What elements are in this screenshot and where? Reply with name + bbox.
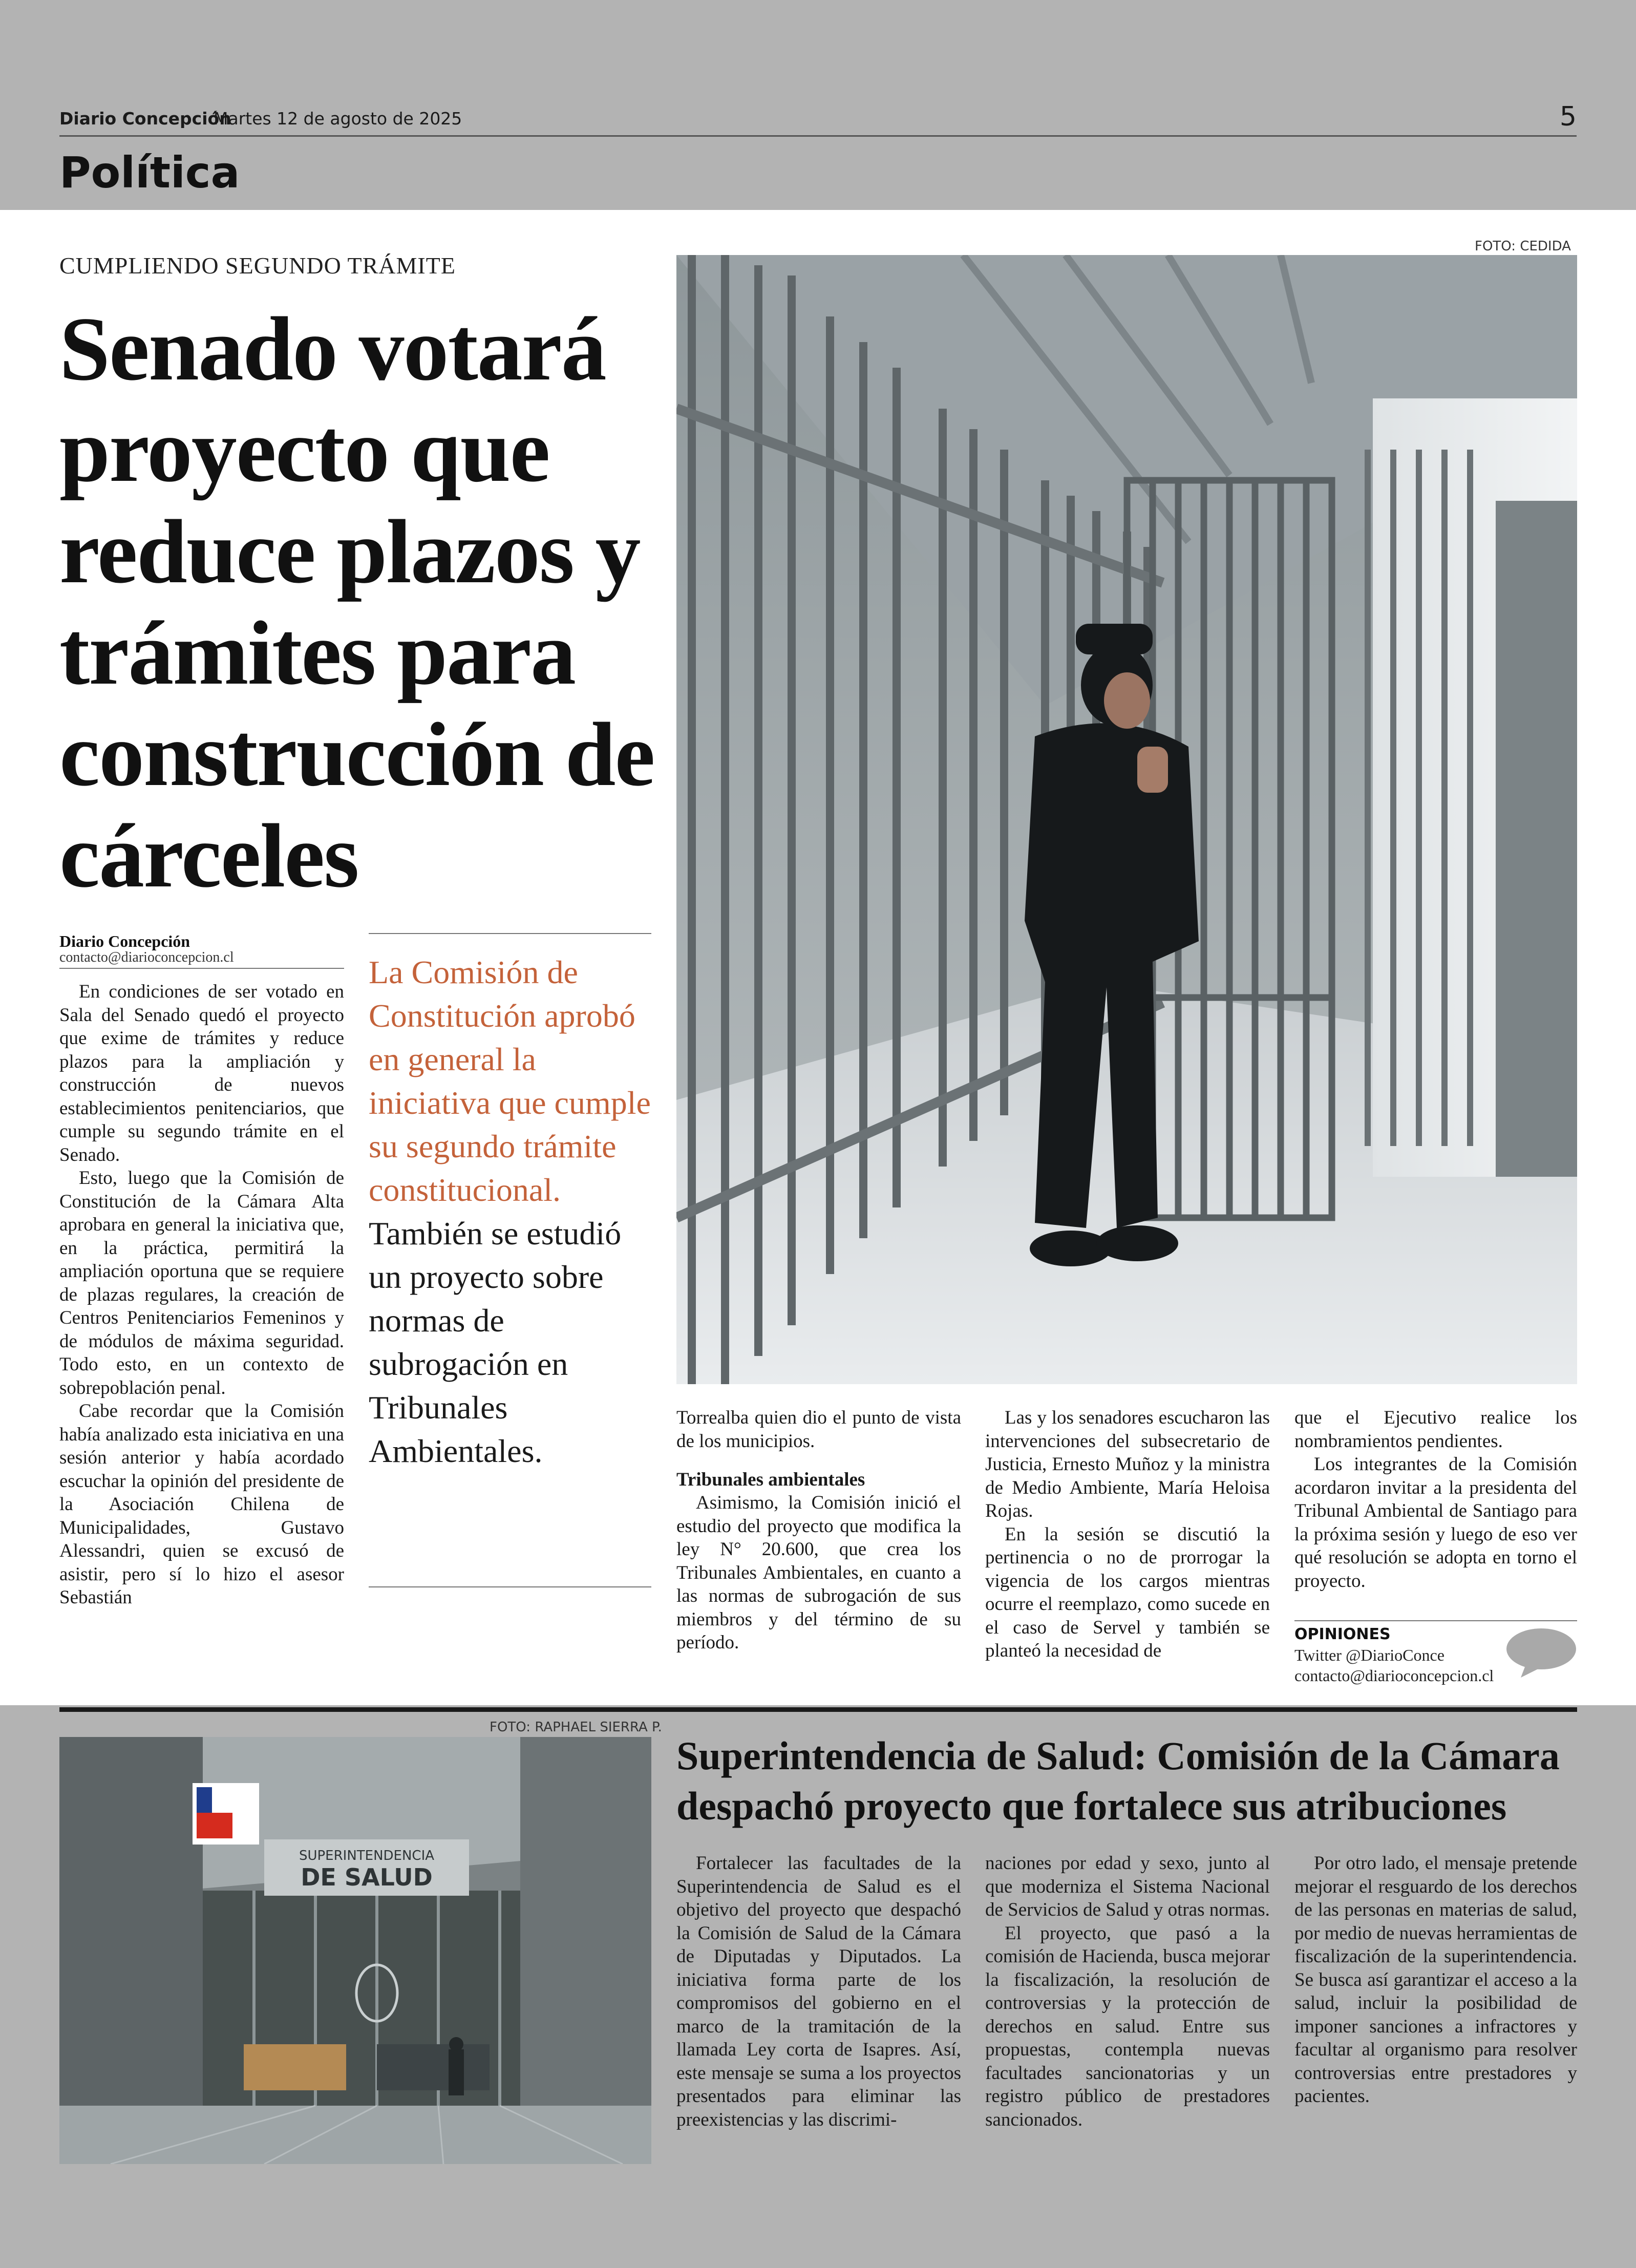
body-paragraph: Fortalecer las facultades de la Superintendencia de Salud es el objetivo del proyecto que despachó la Comisión de Salud de la Cámara de Diputadas y Diputados. La iniciativa forma parte de los compromisos del gobierno en el marco de la tramitación de la llamada Ley corta de Isapres. Así, este mensaje se suma a los proyectos presentados para eliminar las preexistencias y las discrimi- — [676, 1853, 961, 2130]
headline-bold: Senado votará proyecto — [59, 298, 606, 501]
pullquote-text: También se estudió un proyecto sobre normas de subrogación en Tribunales Ambientales. — [369, 1215, 622, 1469]
article-column-4 — [1294, 1406, 1577, 1593]
speech-bubble-icon — [1505, 1627, 1577, 1681]
sign-line-1: SUPERINTENDENCIA — [299, 1848, 435, 1863]
pullquote-divider-top — [369, 933, 651, 934]
article-kicker: CUMPLIENDO SEGUNDO TRÁMITE — [59, 252, 456, 279]
photo-credit: FOTO: RAPHAEL SIERRA P. — [490, 1720, 662, 1735]
building-entrance-illustration — [59, 1737, 651, 2164]
superintendencia-building-photo — [59, 1737, 651, 2164]
pullquote — [369, 950, 651, 1473]
body-paragraph: Cabe recordar que la Comisión había analizado esta iniciativa en una sesión anterior y había acordado escuchar la opinión del presidente de la Asociación Chilena de Municipalidades, Gustavo Alessandri, quien se excusó de asistir, pero sí lo hizo el asesor Sebastián — [59, 1401, 344, 1608]
opinions-label: OPINIONES — [1294, 1625, 1391, 1643]
header-divider — [59, 135, 1577, 137]
pullquote-highlight: La Comisión de Constitución aprobó en general la iniciativa que cumple su segundo trámite constitucional. — [369, 954, 651, 1208]
byline-email: contacto@diarioconcepcion.cl — [59, 949, 234, 965]
opinions-divider — [1294, 1620, 1577, 1621]
body-paragraph: Por otro lado, el mensaje pretende mejorar el resguardo de los derechos de las personas en materias de salud, por medio de nuevas herramientas de fiscalización de la superintendencia. Se busca así garantizar el acceso a la salud, incluir la posibilidad de imponer sanciones a infractores y facultar al organismo para resolver controversias entre prestadores y pacientes. — [1294, 1853, 1577, 2107]
byline-author: Diario Concepción — [59, 932, 190, 950]
opinions-email: contacto@diarioconcepcion.cl — [1294, 1666, 1494, 1685]
page-number: 5 — [1559, 101, 1577, 132]
headline-rest: que reduce plazos y trámites para construcción de cárceles — [59, 399, 654, 906]
article-column-3 — [985, 1406, 1270, 1663]
article-column-2 — [676, 1406, 961, 1655]
article-column-1 — [59, 980, 344, 1609]
body-paragraph: Esto, luego que la Comisión de Constitución de la Cámara Alta aprobara en general la iniciativa que, en la práctica, permitirá la ampliación oportuna que se requiere de plazas regulares, la creación de Centros Penitenciarios Femeninos y de módulos de máxima seguridad. Todo esto, en un contexto de sobrepoblación penal. — [59, 1168, 344, 1398]
secondary-article-divider — [59, 1707, 1577, 1712]
secondary-column-1 — [676, 1852, 961, 2131]
section-title: Política — [59, 147, 240, 198]
photo-credit: FOTO: CEDIDA — [1475, 239, 1571, 254]
byline-divider — [59, 968, 344, 969]
body-paragraph: Los integrantes de la Comisión acordaron invitar a la presidenta del Tribunal Ambiental de Santiago para la próxima sesión y luego de eso ver qué resolución se adopta en torno el proyecto. — [1294, 1454, 1577, 1592]
pullquote-divider-bottom — [369, 1586, 651, 1587]
body-paragraph: Torrealba quien dio el punto de vista de los municipios. — [676, 1407, 961, 1452]
body-paragraph: Las y los senadores escucharon las intervenciones del subsecretario de Justicia, Ernesto Muñoz y la ministra de Medio Ambiente, María Heloisa Rojas. — [985, 1407, 1270, 1521]
sign-line-2: DE SALUD — [301, 1863, 433, 1891]
prison-corridor-illustration — [676, 255, 1577, 1384]
secondary-column-2 — [985, 1852, 1270, 2131]
issue-date: Martes 12 de agosto de 2025 — [214, 109, 462, 129]
newspaper-name: Diario Concepción — [59, 109, 231, 129]
body-paragraph: El proyecto, que pasó a la comisión de Hacienda, busca mejorar la fiscalización, la resolución de controversias y la protección de derechos en salud. Entre sus propuestas, contempla nuevas facultades sancionatorias y un registro público de prestadores sancionados. — [985, 1922, 1270, 2130]
page-header — [0, 0, 1636, 210]
body-paragraph: En la sesión se discutió la pertinencia o no de prorrogar la vigencia de los cargos mientras ocurre el reemplazo, como sucede en el caso de Servel y también se planteó la necesidad de — [985, 1523, 1270, 1661]
body-paragraph: que el Ejecutivo realice los nombramientos pendientes. — [1294, 1407, 1577, 1452]
body-paragraph: En condiciones de ser votado en Sala del Senado quedó el proyecto que exime de trámites y reduce plazos para la ampliación y construcción de nuevos establecimientos penitenciarios, que cumple su segundo trámite en el Senado. — [59, 981, 344, 1165]
prison-guard-photo — [676, 255, 1577, 1384]
body-paragraph: Asimismo, la Comisión inició el estudio del proyecto que modifica la ley N° 20.600, que crea los Tribunales Ambientales, en cuanto a las normas de subrogación de sus miembros y del término de su período. — [676, 1492, 961, 1653]
body-paragraph: naciones por edad y sexo, junto al que moderniza el Sistema Nacional de Servicios de Salud y otras normas. — [985, 1853, 1270, 1920]
opinions-twitter: Twitter @DiarioConce — [1294, 1646, 1444, 1664]
article-headline — [59, 298, 664, 906]
secondary-headline: Superintendencia de Salud: Comisión de la Cámara despachó proyecto que fortalece sus atribuciones — [676, 1733, 1560, 1828]
secondary-column-3 — [1294, 1852, 1577, 2108]
article-subheading: Tribunales ambientales — [676, 1469, 865, 1490]
